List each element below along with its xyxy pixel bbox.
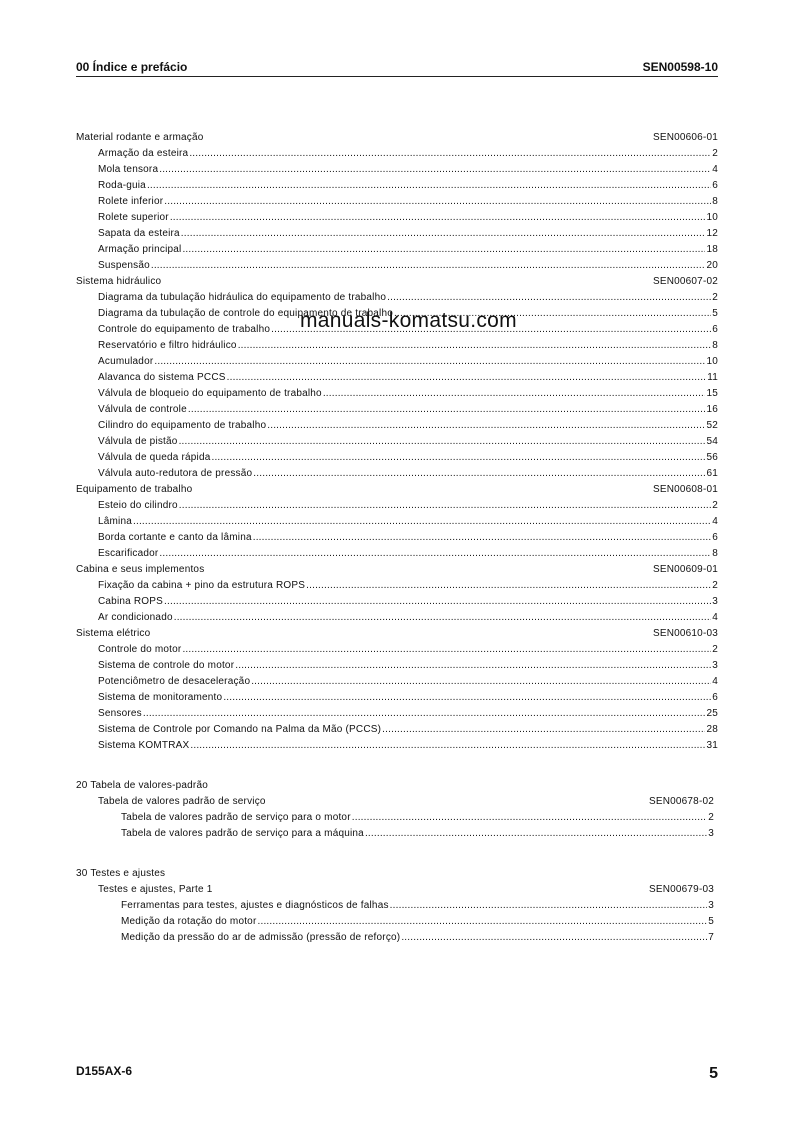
toc-entry-page: 20 (706, 260, 718, 271)
toc-entry-label: Ferramentas para testes, ajustes e diagnósticos de falhas (121, 900, 389, 911)
toc-entry[interactable] (98, 578, 718, 594)
toc-entry-label: Sapata da esteira (98, 228, 180, 239)
toc-entry-page: 3 (708, 828, 714, 839)
toc-entry-page: 2 (712, 148, 718, 159)
toc-entry-label: Borda cortante e canto da lâmina (98, 532, 252, 543)
toc-entry-label: Rolete superior (98, 212, 169, 223)
dot-leader (159, 162, 711, 178)
toc-entry-page: 4 (712, 516, 718, 527)
toc-entry[interactable] (98, 450, 718, 466)
section-doc-code: SEN00610-03 (652, 628, 718, 639)
toc-entry-label: Diagrama da tubulação de controle do equipamento de trabalho (98, 308, 393, 319)
toc-entry-page: 28 (706, 724, 718, 735)
toc-entry[interactable] (98, 738, 718, 754)
toc-entry[interactable] (121, 810, 714, 826)
section-title: Material rodante e armação (76, 132, 204, 143)
toc-entry-page: 2 (712, 644, 718, 655)
toc-entry-label: Sistema de Controle por Comando na Palma da Mão (PCCS) (98, 724, 382, 735)
toc-entry[interactable] (98, 370, 718, 386)
section-title: Sistema hidráulico (76, 276, 162, 287)
toc-entry-label: Válvula de bloqueio do equipamento de trabalho (98, 388, 322, 399)
dot-leader (189, 146, 711, 162)
toc-entry-page: 11 (707, 372, 718, 383)
toc-entry[interactable] (98, 594, 718, 610)
toc-entry-label: Roda-guia (98, 180, 146, 191)
section-title: Sistema elétrico (76, 628, 151, 639)
toc-entry-page: 2 (712, 292, 718, 303)
toc-entry-page: 16 (706, 404, 718, 415)
header-chapter: 00 Índice e prefácio (76, 60, 188, 74)
dot-leader (238, 338, 712, 354)
toc-entry-page: 8 (712, 196, 718, 207)
toc-entry-label: Válvula de controle (98, 404, 187, 415)
toc-entry-page: 6 (712, 324, 718, 335)
chapter-heading (76, 778, 208, 794)
dot-leader (251, 674, 711, 690)
toc-entry[interactable] (98, 434, 718, 450)
dot-leader (174, 610, 712, 626)
toc-entry-label: Válvula de pistão (98, 436, 178, 447)
toc-entry-page: 5 (708, 916, 714, 927)
dot-leader (179, 498, 711, 514)
dot-leader (257, 914, 707, 930)
toc-entry-label: Controle do equipamento de trabalho (98, 324, 271, 335)
section-title: Testes e ajustes, Parte 1 (98, 884, 213, 895)
toc-entry-label: Esteio do cilindro (98, 500, 178, 511)
toc-entry-page: 12 (706, 228, 718, 239)
dot-leader (182, 642, 711, 658)
dot-leader (267, 418, 705, 434)
dot-leader (159, 546, 711, 562)
toc-entry-page: 2 (712, 500, 718, 511)
dot-leader (306, 578, 711, 594)
toc-entry[interactable] (98, 258, 718, 274)
footer-model: D155AX-6 (76, 1064, 133, 1078)
toc-entry-page: 18 (706, 244, 718, 255)
toc-entry-page: 54 (706, 436, 718, 447)
toc-entry[interactable] (98, 530, 718, 546)
toc-section-heading (76, 562, 718, 578)
dot-leader (190, 738, 705, 754)
toc-entry-page: 3 (712, 596, 718, 607)
toc-entry-page: 31 (706, 740, 718, 751)
toc-entry[interactable] (98, 194, 718, 210)
toc-entry-page: 6 (712, 692, 718, 703)
toc-entry[interactable] (98, 610, 718, 626)
toc-entry-page: 61 (706, 468, 718, 479)
header-doc-code: SEN00598-10 (642, 60, 718, 74)
toc-entry-label: Sistema de monitoramento (98, 692, 223, 703)
section-doc-code: SEN00606-01 (652, 132, 718, 143)
toc-entry-page: 5 (712, 308, 718, 319)
dot-leader (151, 258, 706, 274)
toc-entry[interactable] (98, 402, 718, 418)
toc-entry-page: 10 (706, 212, 718, 223)
toc-entry-page: 7 (708, 932, 714, 943)
toc-entry-label: Reservatório e filtro hidráulico (98, 340, 237, 351)
toc-section-heading (76, 274, 718, 290)
chapter-title: 20 Tabela de valores-padrão (76, 780, 208, 791)
dot-leader (211, 450, 705, 466)
toc-entry[interactable] (98, 642, 718, 658)
dot-leader (253, 530, 712, 546)
toc-entry-page: 8 (712, 548, 718, 559)
toc-entry-label: Armação da esteira (98, 148, 189, 159)
toc-entry[interactable] (98, 386, 718, 402)
toc-section-heading (76, 482, 718, 498)
toc-entry-label: Alavanca do sistema PCCS (98, 372, 226, 383)
toc-entry-label: Ar condicionado (98, 612, 173, 623)
toc-entry-page: 3 (712, 660, 718, 671)
dot-leader (387, 290, 711, 306)
dot-leader (164, 594, 711, 610)
dot-leader (223, 690, 711, 706)
section-doc-code: SEN00607-02 (652, 276, 718, 287)
toc-entry-label: Sistema de controle do motor (98, 660, 235, 671)
toc-entry-page: 10 (706, 356, 718, 367)
toc-entry-page: 52 (706, 420, 718, 431)
toc-entry-label: Tabela de valores padrão de serviço para o motor (121, 812, 351, 823)
toc-entry-label: Lâmina (98, 516, 132, 527)
toc-entry[interactable] (98, 226, 718, 242)
toc-subsection-heading (98, 882, 714, 898)
toc-entry[interactable] (98, 706, 718, 722)
toc-entry[interactable] (121, 826, 714, 842)
toc-entry-label: Cabina ROPS (98, 596, 164, 607)
toc-entry[interactable] (98, 162, 718, 178)
toc-entry[interactable] (121, 914, 714, 930)
toc-entry-page: 4 (712, 676, 718, 687)
toc-entry[interactable] (98, 178, 718, 194)
toc-entry-label: Rolete inferior (98, 196, 164, 207)
dot-leader (133, 514, 711, 530)
toc-section-heading (76, 626, 718, 642)
toc-entry[interactable] (98, 722, 718, 738)
dot-leader (143, 706, 706, 722)
dot-leader (164, 194, 711, 210)
toc-entry-page: 4 (712, 164, 718, 175)
toc-entry-label: Cilindro do equipamento de trabalho (98, 420, 267, 431)
dot-leader (179, 434, 706, 450)
toc-entry-label: Válvula de queda rápida (98, 452, 211, 463)
toc-entry[interactable] (98, 658, 718, 674)
toc-subsection-heading (98, 794, 714, 810)
toc-entry[interactable] (98, 674, 718, 690)
dot-leader (188, 402, 706, 418)
toc-entry-label: Potenciômetro de desaceleração (98, 676, 251, 687)
section-doc-code: SEN00679-03 (648, 884, 714, 895)
toc-entry-label: Escarificador (98, 548, 159, 559)
chapter-heading (76, 866, 165, 882)
toc-entry-page: 25 (706, 708, 718, 719)
dot-leader (227, 370, 707, 386)
section-doc-code: SEN00609-01 (652, 564, 718, 575)
dot-leader (352, 810, 708, 826)
toc-entry-label: Acumulador (98, 356, 154, 367)
toc-entry-page: 6 (712, 532, 718, 543)
section-title: Tabela de valores padrão de serviço (98, 796, 266, 807)
toc-entry[interactable] (98, 242, 718, 258)
toc-entry-page: 2 (708, 812, 714, 823)
toc-entry-label: Diagrama da tubulação hidráulica do equipamento de trabalho (98, 292, 387, 303)
toc-entry-page: 8 (712, 340, 718, 351)
section-title: Cabina e seus implementos (76, 564, 205, 575)
section-doc-code: SEN00678-02 (648, 796, 714, 807)
toc-entry[interactable] (121, 898, 714, 914)
toc-entry[interactable] (98, 338, 718, 354)
toc-entry-page: 3 (708, 900, 714, 911)
toc-entry[interactable] (98, 514, 718, 530)
toc-entry[interactable] (98, 290, 718, 306)
toc-section-heading (76, 130, 718, 146)
toc-entry-label: Fixação da cabina + pino da estrutura ROPS (98, 580, 306, 591)
toc-entry[interactable] (98, 498, 718, 514)
toc-entry-label: Armação principal (98, 244, 182, 255)
page-header (76, 58, 718, 77)
dot-leader (253, 466, 705, 482)
dot-leader (170, 210, 706, 226)
toc-entry[interactable] (98, 690, 718, 706)
toc-entry[interactable] (98, 210, 718, 226)
dot-leader (182, 242, 705, 258)
toc-entry-page: 56 (706, 452, 718, 463)
section-title: Equipamento de trabalho (76, 484, 193, 495)
watermark: manuals-komatsu.com (300, 309, 517, 332)
toc-entry-page: 6 (712, 180, 718, 191)
toc-entry-label: Suspensão (98, 260, 150, 271)
dot-leader (382, 722, 705, 738)
dot-leader (154, 354, 705, 370)
toc-entry-page: 2 (712, 580, 718, 591)
toc-entry-label: Medição da rotação do motor (121, 916, 257, 927)
toc-entry[interactable] (121, 930, 714, 946)
toc-entry[interactable] (98, 354, 718, 370)
section-doc-code: SEN00608-01 (652, 484, 718, 495)
toc-entry-page: 4 (712, 612, 718, 623)
toc-entry-label: Tabela de valores padrão de serviço para a máquina (121, 828, 364, 839)
dot-leader (401, 930, 707, 946)
dot-leader (365, 826, 707, 842)
toc-entry[interactable] (98, 146, 718, 162)
toc-entry-label: Medição da pressão do ar de admissão (pressão de reforço) (121, 932, 401, 943)
toc-entry-label: Controle do motor (98, 644, 182, 655)
toc-entry[interactable] (98, 466, 718, 482)
chapter-title: 30 Testes e ajustes (76, 868, 166, 879)
dot-leader (323, 386, 706, 402)
toc-entry[interactable] (98, 418, 718, 434)
footer-page-number: 5 (709, 1065, 718, 1082)
dot-leader (235, 658, 711, 674)
dot-leader (181, 226, 706, 242)
toc-entry-label: Sensores (98, 708, 142, 719)
toc-entry-page: 15 (706, 388, 718, 399)
toc-entry-label: Válvula auto-redutora de pressão (98, 468, 253, 479)
toc-entry-label: Sistema KOMTRAX (98, 740, 190, 751)
dot-leader (390, 898, 708, 914)
toc-entry-label: Mola tensora (98, 164, 159, 175)
toc-entry[interactable] (98, 546, 718, 562)
dot-leader (147, 178, 711, 194)
